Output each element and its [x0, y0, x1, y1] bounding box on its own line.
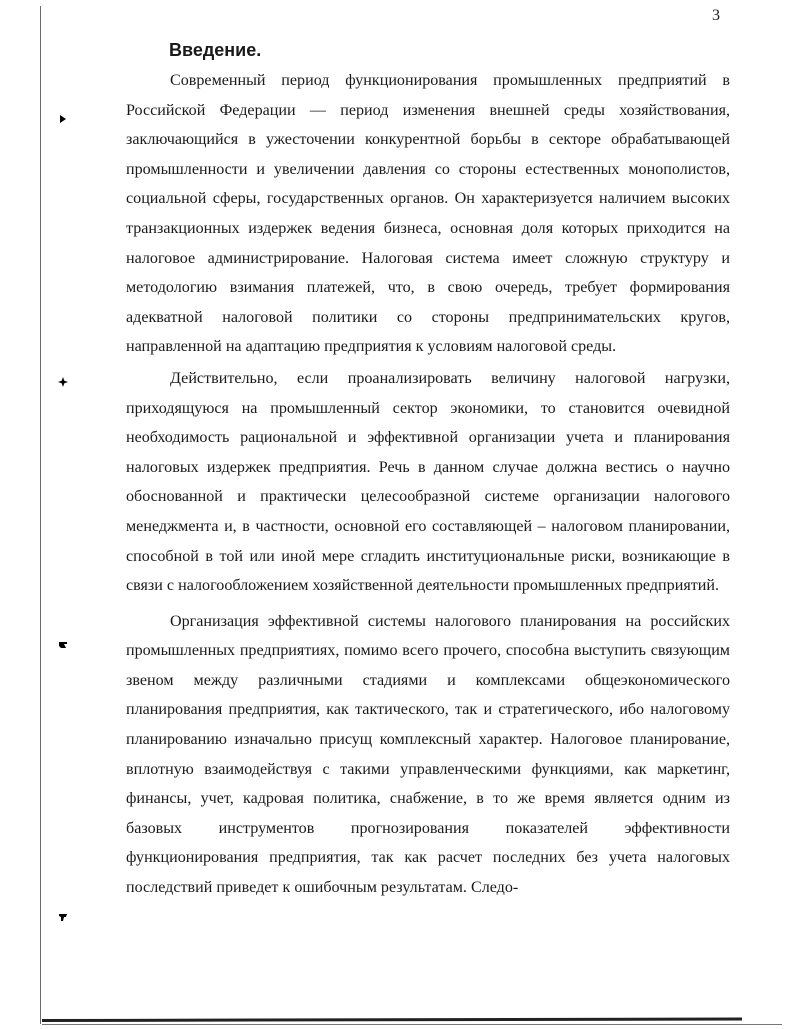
body-text [126, 66, 730, 903]
scan-blot-mark-icon [58, 912, 68, 922]
paragraph-2: Действительно, если проанализировать величину налоговой нагрузки, приходящуюся на промышленный сектор экономики, то становится очевидной необходимость рациональной и эффективной организации учета и планирования налоговых издержек предприятия. Речь в данном случае должна вестись о научно обоснованной и практически целесообразной системе организации налогового менеджмента и, в частности, основной его составляющей – налоговом планировании, способной в той или иной мере сгладить институциональные риски, возникающие в связи с налогообложением хозяйственной деятельности промышленных предприятий. [126, 369, 730, 595]
scan-bottom-edge-shadow [42, 1024, 782, 1025]
paragraph-3: Организация эффективной системы налогового планирования на российских промышленных предприятиях, помимо всего прочего, способна выступить связующим звеном между различными стадиями и комплексами общеэкономического планирования предприятия, как тактического, так и стратегического, ибо налоговому планированию изначально присущ комплексный характер. Налоговое планирование, вплотную взаимодействуя с такими управленческими функциями, как маркетинг, финансы, учет, кадровая политика, снабжение, в то же время является одним из базовых инструментов прогнозирования показателей эффективности функционирования предприятия, так как расчет последних без учета налоговых последствий приведет к ошибочным результатам. Следо- [126, 612, 730, 897]
paragraph-1: Современный период функционирования промышленных предприятий в Российской Федерации — период изменения внешней среды хозяйствования, заключающийся в ужесточении конкурентной борьбы в секторе обрабатывающей промышленности и увеличении давления со стороны естественных монополистов, социальной сферы, государственных органов. Он характеризуется наличием высоких транзакционных издержек ведения бизнеса, основная доля которых приходится на налоговое администрирование. Налоговая система имеет сложную структуру и методологию взимания платежей, что, в свою очередь, требует формирования адекватной налоговой политики со стороны предпринимательских кругов, направленной на адаптацию предприятия к условиям налоговой среды. [126, 72, 730, 356]
scan-star-mark-icon [58, 377, 68, 387]
scan-bottom-edge-line [42, 1018, 742, 1022]
scan-cross-mark-icon [58, 640, 68, 650]
page-number: 3 [712, 7, 720, 24]
scan-arrow-mark-icon [58, 114, 68, 124]
section-heading: Введение. [169, 40, 262, 60]
scan-left-edge-line [40, 6, 41, 1024]
